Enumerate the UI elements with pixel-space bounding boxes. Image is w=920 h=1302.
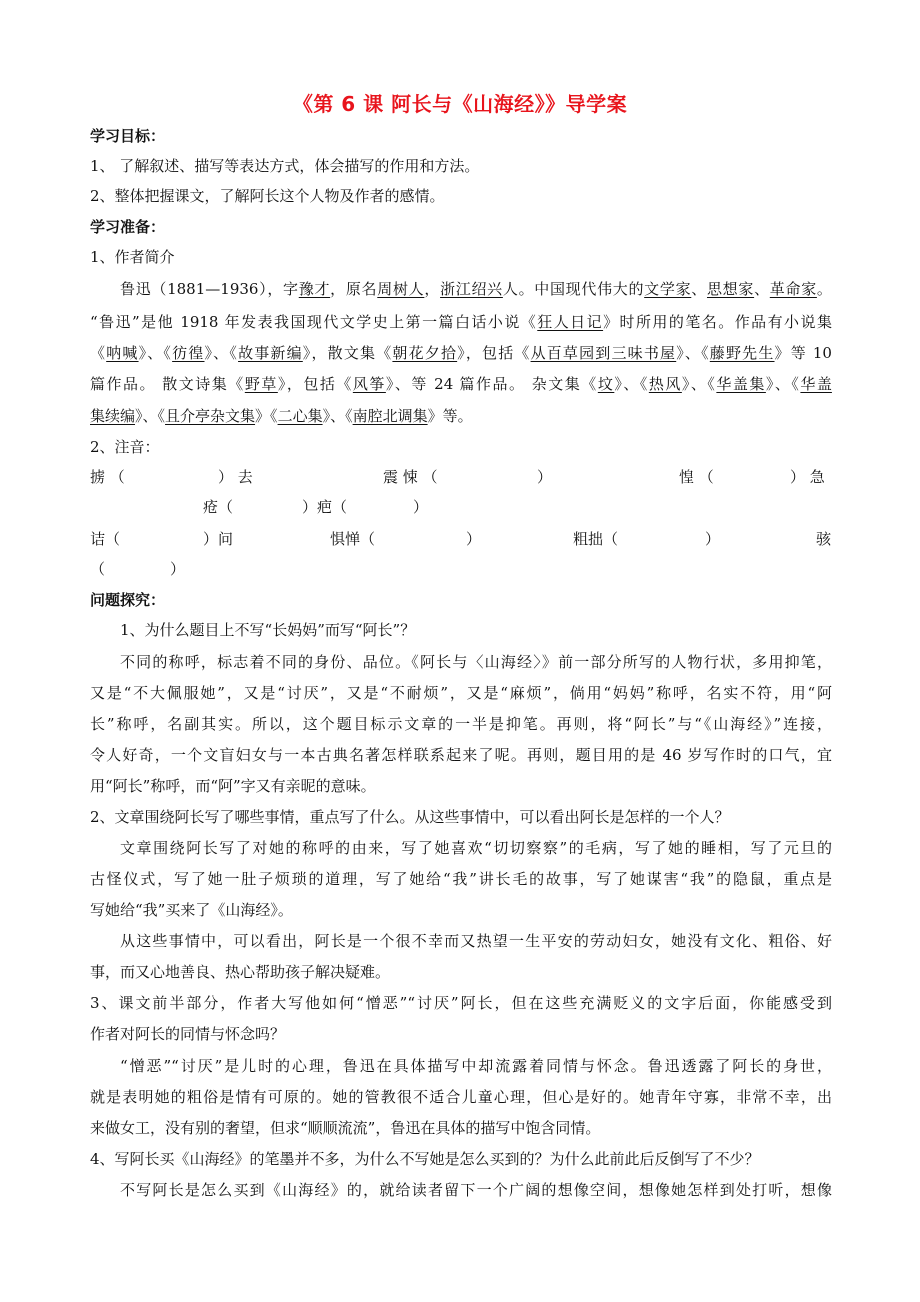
answer-2a-line-2: 古怪仪式，写了她一肚子烦琐的道理，写了她给“我”讲长毛的故事，写了她谋害“我”的隐鼠，重点是 (90, 870, 832, 888)
answer-1-line-4: 令人好奇，一个文盲妇女与一本古典名著怎样联系起来了呢。再则，题目用的是 46 岁写作时的口气，宜 (90, 746, 832, 764)
answer-3-line-2: 就是表明她的粗俗是情有可原的。她的管教很不适合儿童心理，但心是好的。她青年守寡，非常不幸，出 (90, 1088, 832, 1106)
phonetic-huang-close: ） 急 (790, 468, 825, 486)
bio-line-5: 集续编》、《且介亭杂文集》《二心集》、《南腔北调集》等。 (90, 407, 473, 425)
answer-1-line-3: 长”称呼，名副其实。所以，这个题目标示文章的一半是抑笔。再则，将“阿长”与“《山海经》”连接， (90, 715, 832, 733)
bio-line-3: 《呐喊》、《彷徨》、《故事新编》，散文集《朝花夕拾》，包括《从百草园到三味书屋》、《藤野先生》等 10 (90, 344, 832, 362)
bio-line-4: 篇作品。 散文诗集《野草》，包括《风筝》、等 24 篇作品。 杂文集《坟》、《热风》、《华盖集》、《华盖 (90, 375, 832, 393)
question-3-line-1: 3、课文前半部分，作者大写他如何“憎恶”“讨厌”阿长，但在这些充满贬义的文字后面，你能感受到 (90, 994, 832, 1012)
author-intro-label: 1、作者简介 (90, 248, 175, 266)
question-2: 2、文章围绕阿长写了哪些事情，重点写了什么。从这些事情中，可以看出阿长是怎样的一个人？ (90, 808, 730, 826)
question-3-line-2: 作者对阿长的同情与怀念吗？ (90, 1025, 286, 1043)
answer-1-line-1: 不同的称呼，标志着不同的身份、品位。《阿长与〈山海经〉》前一部分所写的人物行状，多用抑笔， (120, 653, 832, 671)
prep-heading: 学习准备： (90, 218, 166, 236)
question-1: 1、为什么题目上不写“长妈妈”而写“阿长”？ (120, 621, 416, 639)
answer-2a-line-1: 文章围绕阿长写了对她的称呼的由来，写了她喜欢“切切察察”的毛病，写了她的睡相，写了元旦的 (120, 839, 832, 857)
phonetic-huang-open: 惶 （ (679, 468, 714, 486)
answer-2b-line-1: 从这些事情中，可以看出，阿长是一个很不幸而又热望一生平安的劳动妇女，她没有文化、粗俗、好 (120, 932, 832, 950)
phonetic-lu-close: ） 去 (218, 468, 253, 486)
phonetic-cuzhuo-open: 粗拙（ (573, 530, 619, 548)
phonetic-label: 2、注音： (90, 438, 160, 456)
bio-line-2: “鲁迅”是他 1918 年发表我国现代文学史上第一篇白话小说《狂人日记》时所用的笔名。作品有小说集 (90, 313, 832, 331)
phonetic-zhensong-open: 震 悚 （ (383, 468, 438, 486)
answer-2b-line-2: 事，而又心地善良、热心帮助孩子解决疑难。 (90, 963, 391, 981)
phonetic-jie-close: ）问 (203, 530, 234, 548)
answer-2a-line-3: 写她给“我”买来了《山海经》。 (90, 901, 293, 919)
phonetic-hai-close: ） (170, 560, 186, 578)
phonetic-lu-open: 掳 （ (90, 468, 125, 486)
phonetic-chuang-open: 疮（ (203, 498, 234, 516)
bio-line-1: 鲁迅（1881—1936），字豫才，原名周树人，浙江绍兴人。中国现代伟大的文学家、思想家、革命家。 (120, 280, 832, 298)
answer-1-line-2: 又是“不大佩服她”，又是“讨厌”，又是“不耐烦”，又是“麻烦”，倘用“妈妈”称呼，名实不符，用“阿 (90, 684, 832, 702)
answer-3-line-3: 来做女工，没有别的奢望，但求“顺顺流流”，鲁迅在具体的描写中饱含同情。 (90, 1119, 601, 1137)
phonetic-hai: 骇 (816, 530, 832, 548)
goal-item-2: 2、整体把握课文，了解阿长这个人物及作者的感情。 (90, 187, 445, 205)
answer-3-line-1: “憎恶”“讨厌”是儿时的心理，鲁迅在具体描写中却流露着同情与怀念。鲁迅透露了阿长的身世， (120, 1057, 832, 1075)
question-4: 4、写阿长买《山海经》的笔墨并不多，为什么不写她是怎么买到的？为什么此前此后反倒写了不少？ (90, 1150, 760, 1168)
document-title: 《第 6 课 阿长与《山海经》》导学案 (292, 92, 628, 116)
phonetic-judan-close: ） (466, 530, 482, 548)
explore-heading: 问题探究： (90, 591, 166, 609)
phonetic-hai-open: （ (90, 560, 106, 578)
phonetic-ba-open: ）疤（ (302, 498, 348, 516)
phonetic-judan-open: 惧惮（ (330, 530, 376, 548)
phonetic-jie-open: 诘（ (90, 530, 121, 548)
answer-4-line-1: 不写阿长是怎么买到《山海经》的，就给读者留下一个广阔的想像空间，想像她怎样到处打听，想像 (120, 1181, 832, 1199)
goals-heading: 学习目标： (90, 127, 166, 145)
phonetic-zhensong-close: ） (537, 468, 553, 486)
answer-1-line-5: 用“阿长”称呼，而“阿”字又有亲昵的意味。 (90, 777, 376, 795)
phonetic-cuzhuo-close: ） (705, 530, 721, 548)
phonetic-ba-close: ） (413, 498, 429, 516)
goal-item-1: 1、 了解叙述、描写等表达方式，体会描写的作用和方法。 (90, 157, 480, 175)
